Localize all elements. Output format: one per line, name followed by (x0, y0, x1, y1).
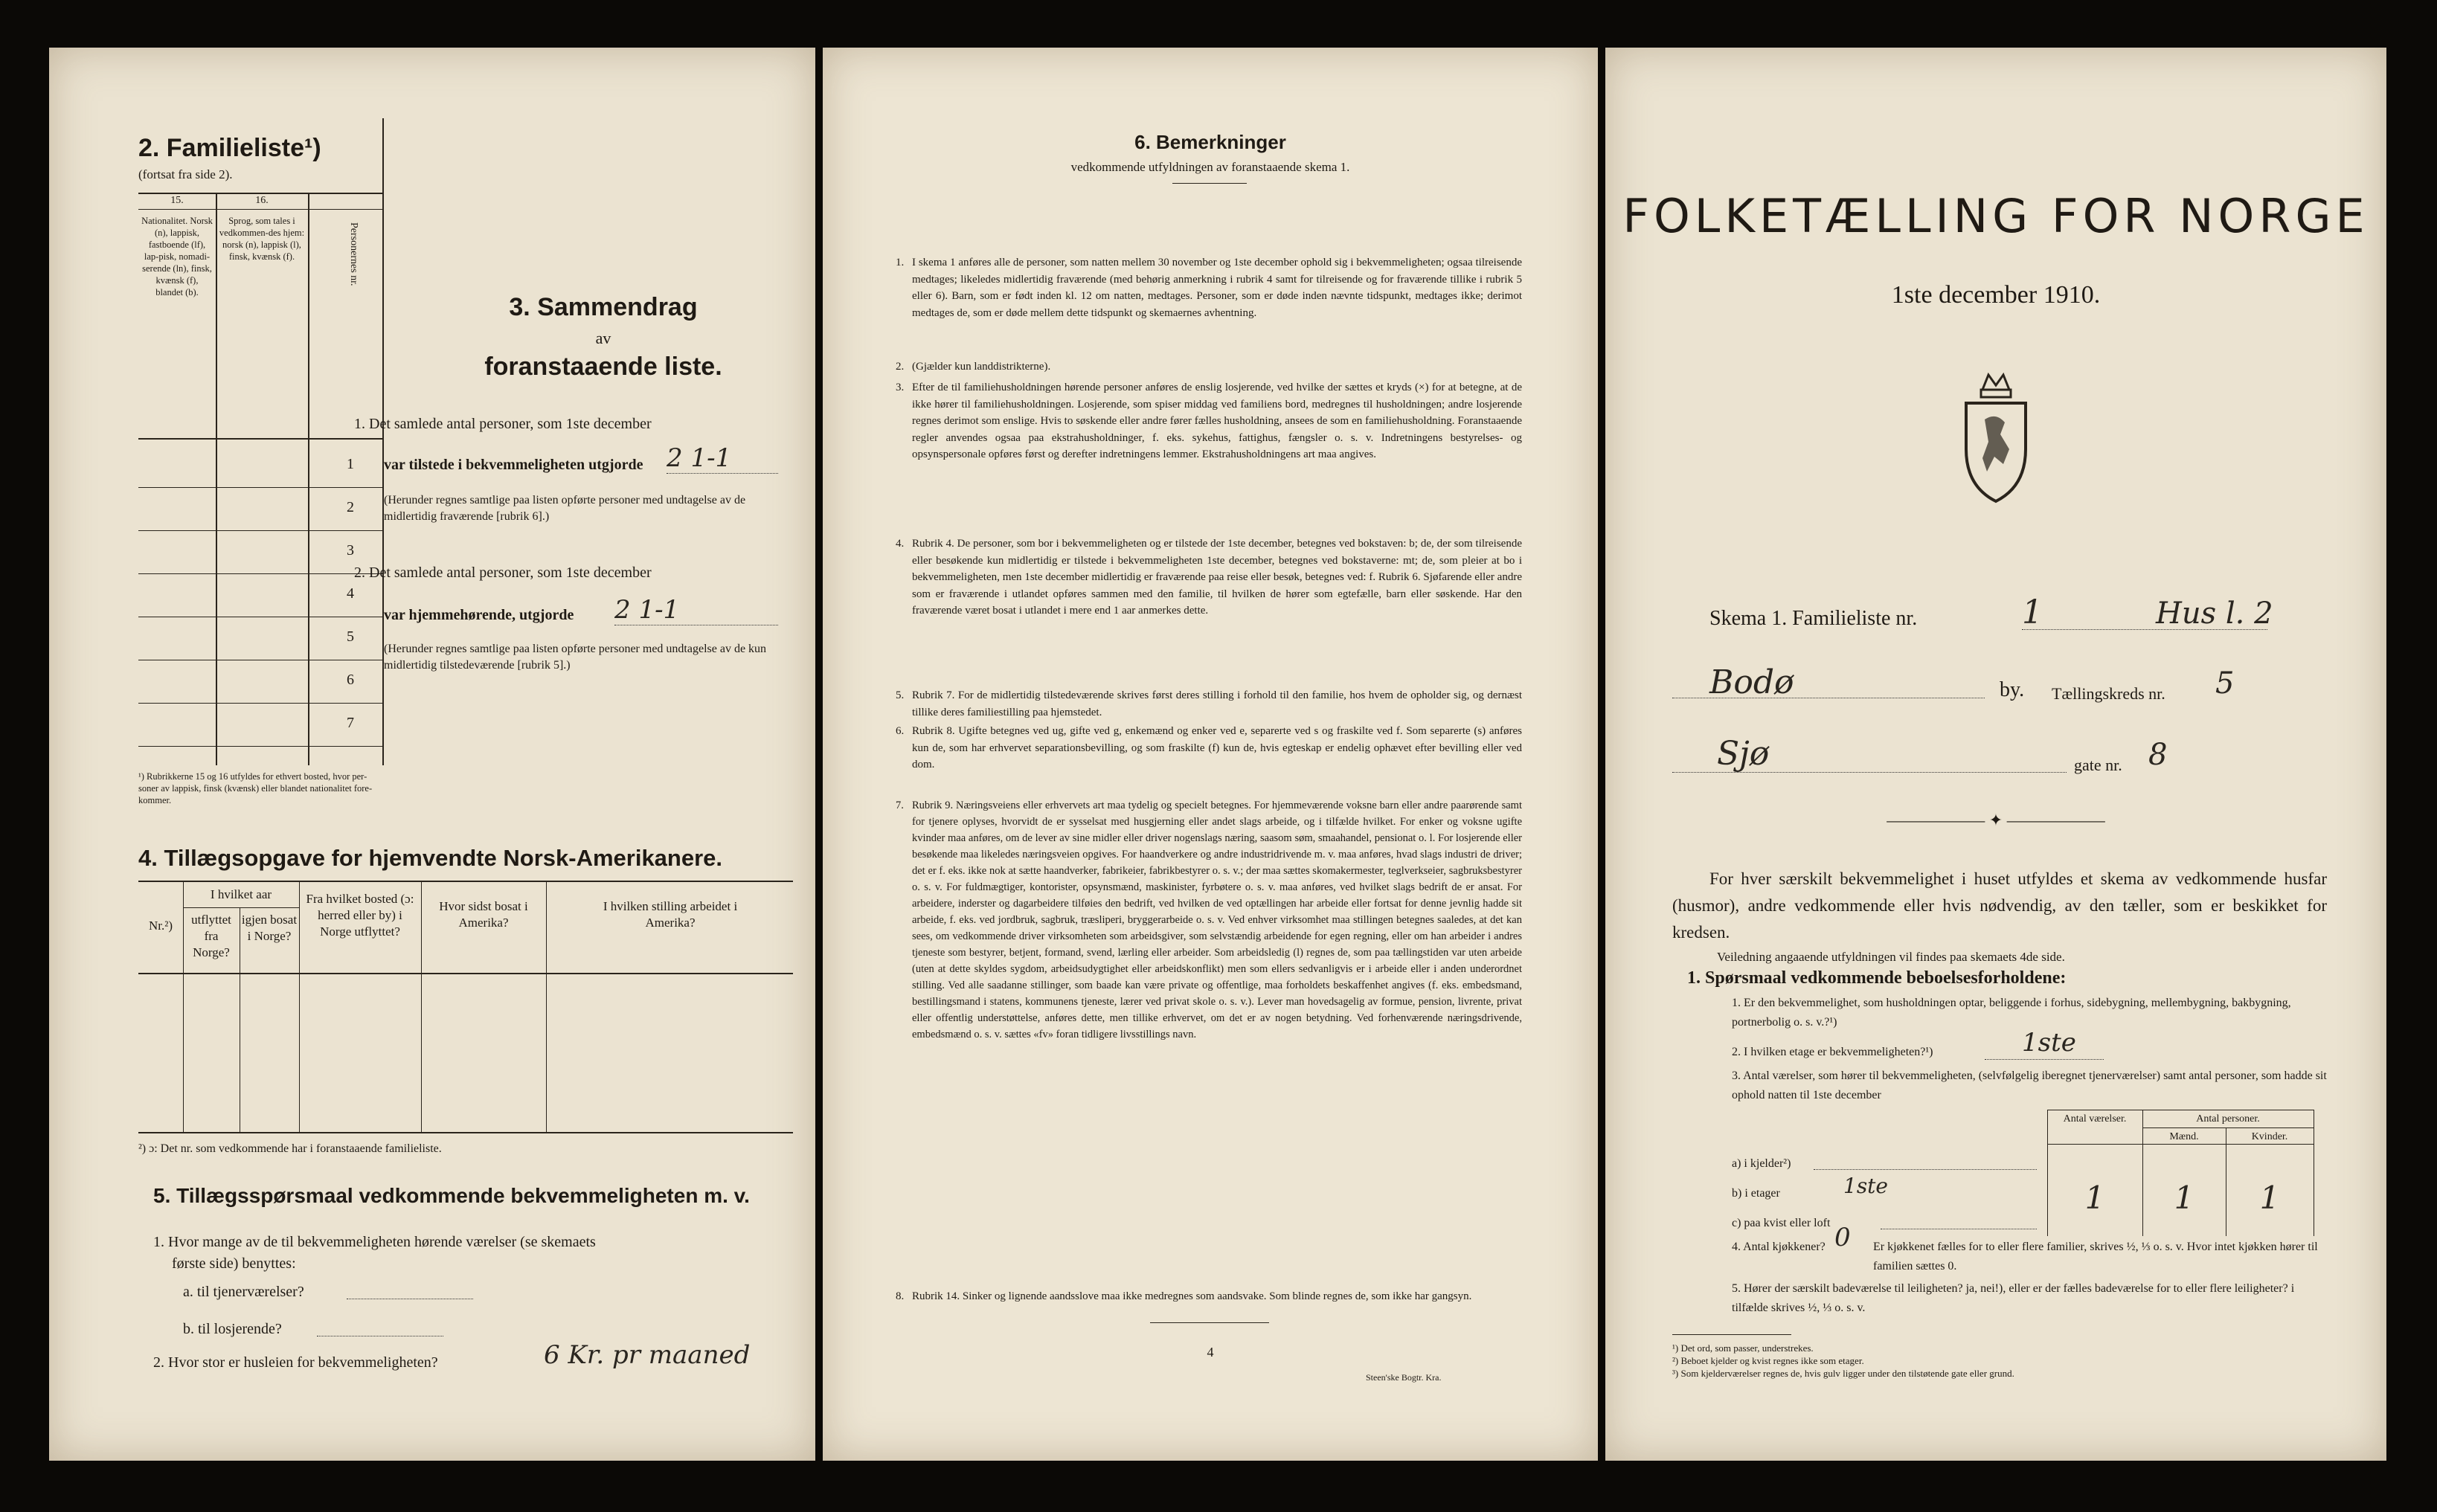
familieliste-row-number: 1 (347, 456, 354, 472)
remark-number: 5. (896, 689, 905, 701)
right-page (1605, 48, 2386, 1461)
gate-number: 8 (2148, 738, 2168, 772)
tillaeg4-col-igjen: igjen bosat i Norge? (241, 913, 298, 943)
familieliste-row-line (138, 703, 384, 704)
col15-number: 15. (170, 195, 184, 206)
col16-number: 16. (255, 195, 269, 206)
remark-item (896, 254, 1522, 321)
remark-text: Rubrik 14. Sinker og lignende aandsslove maa ikke medregnes som aandsvake. Som blinde regnes de, som ikke har gangsyn. (912, 1290, 1472, 1302)
sammendrag-item2-label: var hjemmehørende, utgjorde (384, 607, 574, 623)
skema-extra: Hus l. 2 (2156, 596, 2273, 631)
row-b-label: b) i etager (1732, 1187, 1780, 1200)
remark-text: Efter de til familiehusholdningen hørende personer anføres de enslig losjerende, ved hvilke der sættes et kryds (×) for at betegne, at de ikke hører til familiehusholdningen. Losjerende, som spiser middag ved familiens bord, medregnes til husholdningen; andre losjerende regnes derimot som enslige. Hvis to søskende eller andre fører fælles husholdning, ansees de som en familiehusholdning. Foranstaaende regler anvendes ogsaa paa ekstrahusholdninger, f. eks. sykehus, fattighus, fængsler o. s. v. Indretningens bestyrelses- og opsynspersonale opføres først og derefter indretningens lemmer. Ekstrahusholdningens art maa angives. (912, 382, 1522, 460)
remark-text: (Gjælder kun landdistrikterne). (912, 361, 1051, 373)
remark-text: I skema 1 anføres alle de personer, som natten mellem 30 november og 1ste december ophold sig i bekvemmeligheten; ogsaa tilreisende medtages; likeledes midlertidig fraværende (med behørig anmerkning i rubrik 4 samt for tilreisende og for fraværende tillike i rubrik 5 eller 6). Barn, som er født inden kl. 12 om natten, medtages. Personer, som er døde inden nævnte tidspunkt, medtages ikke; derimot medtages de, som er døde mellem dette tidspunkt og skemaernes avhentning. (912, 257, 1522, 319)
tillaeg4-table (138, 881, 793, 1133)
sammendrag-subtitle: foranstaaende liste. (484, 353, 722, 381)
h-personer: Antal personer. (2196, 1113, 2260, 1125)
tillaeg4-col-fra-bosted: Fra hvilket bosted (ɔ: herred eller by) i Norge utflyttet? (306, 892, 414, 939)
ornament-divider: —————— ✦ —————— (1887, 811, 2105, 829)
col-person-header: Personernes nr. (348, 222, 359, 286)
question-4-rest: Er kjøkkenet fælles for to eller flere familier, skrives ½, ⅓ o. s. v. Hvor intet kjøkken hører til familien sættes 0. (1873, 1241, 2318, 1273)
tillaeg4-col-stilling: I hvilken stilling arbeidet i Amerika? (603, 899, 738, 930)
row-b-maend: 1 (2174, 1180, 2194, 1216)
norwegian-coat-of-arms-icon (1951, 360, 2041, 509)
question-2: 2. I hvilken etage er bekvemmeligheten?¹) (1732, 1046, 1933, 1058)
remark-number: 2. (896, 361, 905, 373)
census-date: 1ste december 1910. (1891, 281, 2101, 309)
question-3: 3. Antal værelser, som hører til bekvemmeligheten, (selvfølgelig iberegnet tjenerværelser) samt antal personer, som hadde sit ophold natten til 1ste december (1732, 1069, 2327, 1101)
rooms-table (1732, 1110, 2327, 1236)
familieliste-row-number: 7 (347, 715, 354, 731)
remark-number: 3. (896, 382, 905, 393)
tillaeg5-title: 5. Tillægsspørsmaal vedkommende bekvemmeligheten m. v. (153, 1184, 750, 1207)
remark-item (896, 723, 1522, 773)
tillaeg4-col-nr: Nr.²) (148, 919, 173, 933)
question-5: 5. Hører der særskilt badeværelse til leiligheten? ja, nei!), eller er der fælles badeværelse for to eller flere leiligheter? i tilfælde skrives ½, ⅓ o. s. v. (1732, 1282, 2295, 1314)
main-title: FOLKETÆLLING FOR NORGE (1622, 189, 2369, 243)
tillaeg4-title: 4. Tillægsopgave for hjemvendte Norsk-Amerikanere. (138, 845, 723, 871)
familieliste-footnote: ¹) Rubrikkerne 15 og 16 utfyldes for ethvert bosted, hvor per-soner av lappisk, finsk (kvænsk) eller blandet nationalitet fore-kommer. (138, 771, 373, 805)
tillaeg4-col-utflyttet: utflyttet fra Norge? (191, 913, 231, 959)
familieliste-row-line (138, 746, 384, 747)
remark-number: 8. (896, 1290, 905, 1302)
footnote: ¹) Det ord, som passer, understrekes. (1672, 1342, 1814, 1354)
tillaeg5-q1a: a. til tjenerværelser? (183, 1284, 304, 1300)
sammendrag-item2: 2. Det samlede antal personer, som 1ste december (354, 564, 652, 581)
intro-text: For hver særskilt bekvemmelighet i huset utfyldes et skema av vedkommende husfar (husmor), andre vedkommende eller hvis nødvendig, av den tæller, som er beskikket for kredsen. (1672, 869, 2327, 942)
remark-item (896, 535, 1522, 620)
familieliste-table (138, 193, 384, 765)
tillaeg4-col-sidst-bosat: Hvor sidst bosat i Amerika? (439, 899, 528, 930)
remark-number: 4. (896, 538, 905, 550)
sammendrag-title: 3. Sammendrag (509, 293, 698, 321)
question-1: 1. Er den bekvemmelighet, som husholdningen optar, beliggende i forhus, sidebygning, mellembygning, bakbygning, portnerbolig o. s. v.?¹) (1732, 997, 2291, 1029)
page-number: 4 (1207, 1345, 1214, 1360)
col16-header: Sprog, som tales i vedkommen-des hjem: norsk (n), lappisk (l), finsk, kvænsk (f). (219, 216, 305, 262)
bemerkninger-title: 6. Bemerkninger (1134, 131, 1286, 153)
question-4: 4. Antal kjøkkener? (1732, 1241, 1826, 1253)
tillaeg4-col-group: I hvilket aar (210, 887, 272, 901)
sammendrag-item1-label: var tilstede i bekvemmeligheten utgjorde (384, 457, 643, 473)
sammendrag-item1-value: 2 1-1 (667, 443, 778, 474)
familieliste-title: 2. Familieliste¹) (138, 134, 321, 162)
skema-label: Skema 1. Familieliste nr. (1709, 607, 1918, 630)
tillaeg4-footnote: ²) ɔ: Det nr. som vedkommende har i foranstaaende familieliste. (138, 1142, 442, 1155)
tillaeg5-q2-answer: 6 Kr. pr maaned (544, 1340, 751, 1370)
remark-text: Rubrik 7. For de midlertidig tilstedeværende skrives først deres stilling i forhold til den familie, hos hvem de opholder sig, og dernæst tillike deres familiestilling paa hjemstedet. (912, 689, 1522, 718)
familieliste-row-line (138, 530, 384, 531)
kreds-label: Tællingskreds nr. (2052, 684, 2165, 703)
remark-text: Rubrik 8. Ugifte betegnes ved ug, gifte ved g, enkemænd og enker ved e, separerte ved s og fraskilte ved f. Som separerte (s) anføres kun de, som har erhvervet separationsbevilling, og som fraskilte (f) kun de, hvis egteskap er endelig ophævet efter bevilling eller ved dom. (912, 725, 1522, 771)
sammendrag-item1: 1. Det samlede antal personer, som 1ste december (354, 416, 652, 432)
row-a-line (1814, 1169, 2037, 1170)
remark-number: 7. (896, 800, 904, 811)
by-label: by. (2000, 678, 2025, 701)
printer-mark: Steen'ske Bogtr. Kra. (1366, 1372, 1442, 1383)
remark-number: 1. (896, 257, 905, 268)
remark-text: Rubrik 9. Næringsveiens eller erhvervets art maa tydelig og specielt betegnes. For hjemmeværende voksne barn eller andre paarørende samt for tjenere oplyses, hvorvidt de er sysselsat med husgjerning eller andet slags arbeide, og i tilfælde hvilket. For enker og voksne ugifte kvinder maa anføres, om de lever av sine midler eller driver nogenslags næring, saasom søm, smaahandel, pensionat o. l. For losjerende eller besøkende maa likeledes næringsveien opgives. For haandverkere og andre industridrivende m. v. maa anføres, hvad slags industri de driver; det er f. eks. ikke nok at sætte haandverker, fabrikeier, fabrikbestyrer o. s. v.; der maa sættes skomakermester, teglverkseier, sagbruksbestyrer o. s. v. For fuldmægtiger, kontorister, opsynsmænd, maskinister, fyrbøtere o. s. v. maa anføres, ved hvilket slags bedrift de er ansat. For arbeidere, inderster og dagarbeidere tilføies den bedrift, ved hvilken de ved optællingen har arbeide eller fortsat for denne jevnlig hadde sit arbeide, f. eks. ved jordbruk, sagbruk, træsliperi, bryggerarbeide o. s. v. Ved enhver virksomhet maa stillingen betegnes saaledes, at det kan sees, om vedkommende driver virksomheten som arbeidsgiver, som selvstændig arbeidende for egen regning, eller om han arbeider i andres tjeneste som bestyrer, betjent, formand, svend, lærling eller arbeider. Som arbeidsledig (l) regnes de, som paa tællingstiden var uten arbeide (uten at dette skyldes sygdom, arbeidsudygtighet eller arbeidskonflikt) men som ellers sedvanligvis er i arbeide eller i anden underordnet stilling. Ved alle saadanne stillinger, som baade kan være private og offentlige, maa forholdets beskaffenhet angives (f. eks. embedsmand, bestillingsmand i statens, kommunens tjeneste, lærer ved privat skole o. s. v.). Lever man hovedsagelig av formue, pension, livrente, privat eller offentlig understøttelse, anføres dette, men tillike erhvervet, om det er av nogen betydning. Ved forhenværende næringsdrivende, embedsmænd o. s. v. sættes «fv» foran tidligere livsstillings navn. (912, 800, 1522, 1040)
familieliste-row-line (138, 487, 384, 488)
sammendrag-av: av (595, 329, 611, 347)
h-kvinder: Kvinder. (2251, 1131, 2288, 1142)
familieliste-row-number: 2 (347, 499, 354, 515)
familieliste-row-number: 4 (347, 585, 354, 602)
col15-header: Nationalitet. Norsk (n), lappisk, fastboende (lf), lap-pisk, nomadi-serende (ln), finsk, kvænsk (f), blandet (b). (141, 216, 213, 297)
sammendrag-item2-note: (Herunder regnes samtlige paa listen opførte personer med undtagelse av de kun midlertidig tilstedeværende [rubrik 5].) (384, 643, 767, 672)
familieliste-row-number: 5 (347, 628, 354, 645)
row-b-hand: 1ste (1843, 1174, 1889, 1198)
h-vaerelser: Antal værelser. (2063, 1113, 2127, 1125)
row-b-vaerelser: 1 (2084, 1180, 2105, 1216)
row-b-kvinder: 1 (2259, 1180, 2280, 1216)
question-4-answer: 0 (1834, 1223, 1851, 1252)
footnote: ³) Som kjelderværelser regnes de, hvis gulv ligger under den tilstøtende gate eller grund. (1672, 1368, 2014, 1379)
tillaeg5-q1-line2: første side) benyttes: (172, 1255, 296, 1272)
remark-text: Rubrik 4. De personer, som bor i bekvemmeligheten og er tilstede der 1ste december, betegnes ved bokstaven: b; de, der som tilreisende eller besøkende kun midlertidig er tilstede i bekvemmeligheten 1ste december, betegnes ved bokstaverne: mt; de, som pleier at bo i bekvemmeligheten, men 1ste december midlertidig er fraværende paa reise eller besøk, betegnes ved: f. Rubrik 6. Sjøfarende eller andre som er fraværende i utlandet opføres sammen med den familie, til hvilken de hører som egtefælle, barn eller søskende. Har den fraværende været bosat i utlandet i mere end 1 aar anmerkes dette. (912, 538, 1522, 617)
tillaeg5-q2: 2. Hvor stor er husleien for bekvemmeligheten? (153, 1354, 438, 1371)
familieliste-subtitle: (fortsat fra side 2). (138, 167, 233, 181)
tillaeg5-q1-line1: 1. Hvor mange av de til bekvemmeligheten hørende værelser (se skemaets (153, 1234, 596, 1250)
remark-item (896, 687, 1522, 721)
bemerkninger-subtitle: vedkommende utfyldningen av foranstaaende skema 1. (1070, 160, 1350, 174)
sammendrag-item2-value: 2 1-1 (614, 595, 778, 625)
footnote: ²) Beboet kjelder og kvist regnes ikke som etager. (1672, 1355, 1864, 1366)
familieliste-row-number: 3 (347, 542, 354, 559)
gate-value: Sjø (1717, 735, 1770, 773)
remark-item (896, 358, 1522, 376)
gate-label: gate nr. (2074, 756, 2122, 774)
row-c-label: c) paa kvist eller loft (1732, 1217, 1831, 1229)
kreds-value: 5 (2215, 666, 2235, 701)
remark-item (896, 379, 1522, 463)
middle-page (823, 48, 1598, 1461)
h-maend: Mænd. (2169, 1131, 2199, 1142)
left-page (49, 48, 815, 1461)
section1-title: 1. Spørsmaal vedkommende beboelsesforholdene: (1687, 968, 2067, 988)
familieliste-row-number: 6 (347, 672, 354, 688)
row-a-label: a) i kjelder²) (1732, 1157, 1791, 1170)
by-value: Bodø (1709, 663, 1794, 701)
skema-value: 1 (2022, 593, 2043, 631)
question-2-answer-line (1985, 1059, 2104, 1060)
remark-item (896, 797, 1522, 1043)
sammendrag-item1-note: (Herunder regnes samtlige paa listen opførte personer med undtagelse av de midlertidig fraværende [rubrik 6].) (384, 494, 746, 523)
familieliste-row-line (138, 573, 384, 574)
right-page-footnotes (1672, 1342, 2342, 1380)
remark-item (896, 1288, 1522, 1305)
remark-number: 6. (896, 725, 905, 737)
tillaeg5-q1b: b. til losjerende? (183, 1321, 282, 1337)
veiledning-text: Veiledning angaaende utfyldningen vil findes paa skemaets 4de side. (1717, 950, 2065, 964)
question-2-answer: 1ste (2022, 1028, 2076, 1058)
